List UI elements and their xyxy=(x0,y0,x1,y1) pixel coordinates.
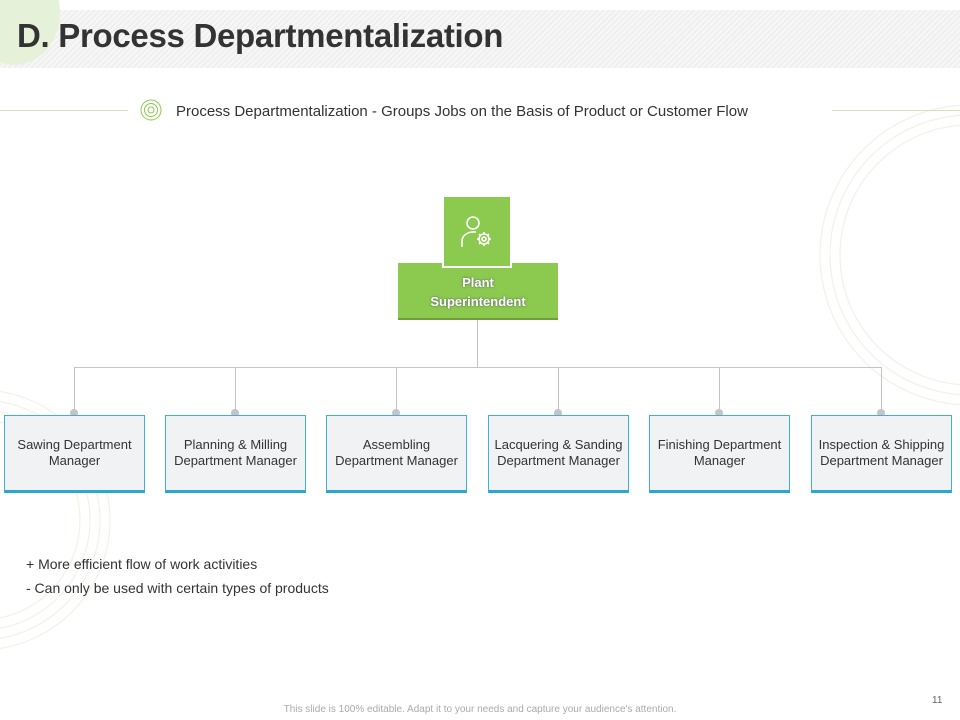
department-label: Planning & Milling Department Manager xyxy=(174,436,297,468)
department-label: Inspection & Shipping Department Manager xyxy=(818,436,945,468)
department-label: Finishing Department Manager xyxy=(657,436,782,468)
subtitle-rule-left xyxy=(0,110,128,111)
department-label: Sawing Department Manager xyxy=(17,436,132,468)
advantage-point: + More efficient flow of work activities xyxy=(26,556,258,572)
department-box xyxy=(649,415,790,493)
department-box xyxy=(811,415,952,493)
connector-drop xyxy=(881,367,882,413)
disadvantage-point: - Can only be used with certain types of products xyxy=(26,580,329,596)
department-box xyxy=(488,415,629,493)
plant-superintendent-label: Plant Superintendent xyxy=(430,275,526,309)
department-box xyxy=(326,415,467,493)
subtitle-rule-right xyxy=(832,110,960,111)
connector-drop xyxy=(396,367,397,413)
connector-drop xyxy=(235,367,236,413)
department-label: Assembling Department Manager xyxy=(335,436,458,468)
subtitle: Process Departmentalization - Groups Jobs on the Basis of Product or Customer Flow xyxy=(176,103,748,120)
department-box xyxy=(165,415,306,493)
user-gear-icon xyxy=(457,212,497,252)
connector-drop xyxy=(719,367,720,413)
connector-vertical xyxy=(477,320,478,367)
footer-note: This slide is 100% editable. Adapt it to your needs and capture your audience's attention. xyxy=(283,704,677,715)
page-number: 11 xyxy=(932,695,943,706)
decorative-rings-left xyxy=(0,360,140,660)
connector-drop xyxy=(74,367,75,413)
decorative-rings-right xyxy=(800,90,960,420)
cycle-gear-icon xyxy=(140,99,162,121)
superintendent-icon-box xyxy=(442,195,512,268)
connector-drop xyxy=(558,367,559,413)
connector-horizontal xyxy=(74,367,882,368)
plant-superintendent-box xyxy=(398,263,558,320)
page-title: D. Process Departmentalization xyxy=(17,17,504,54)
department-label: Lacquering & Sanding Department Manager xyxy=(494,436,623,468)
department-box xyxy=(4,415,145,493)
